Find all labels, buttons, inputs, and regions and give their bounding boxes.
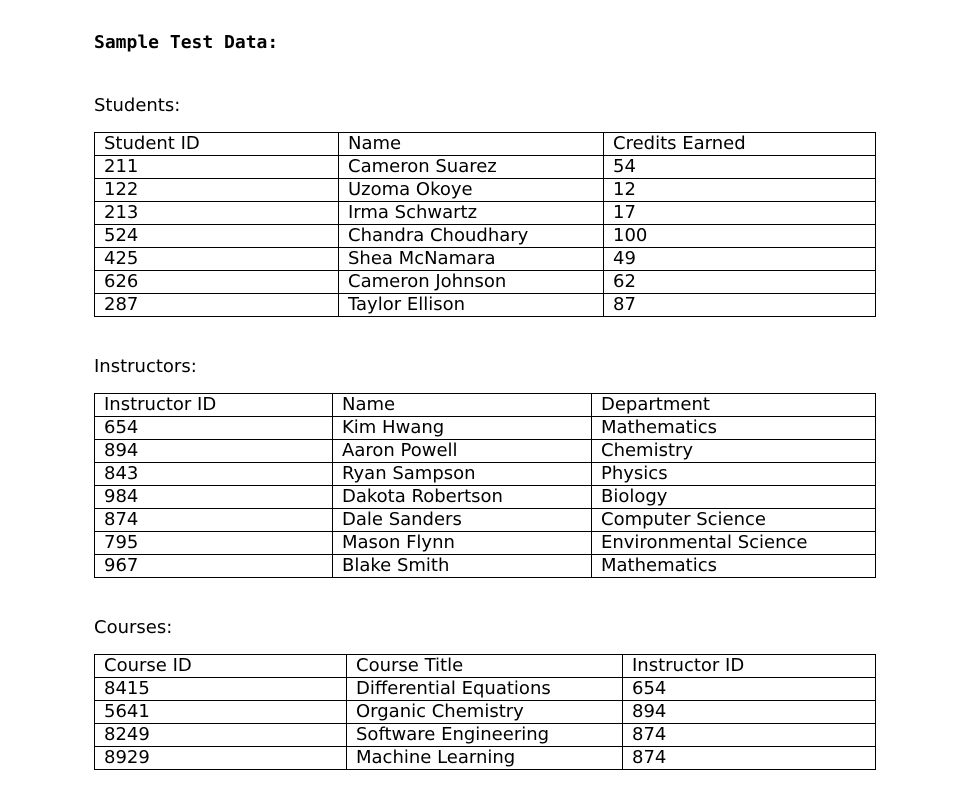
table-cell: Software Engineering xyxy=(347,724,623,747)
table-cell: 49 xyxy=(604,248,876,271)
table-row xyxy=(95,202,876,225)
courses-table-body xyxy=(95,655,876,770)
students-table xyxy=(94,132,876,317)
column-header: Course ID xyxy=(95,655,347,678)
table-cell: 100 xyxy=(604,225,876,248)
instructors-table-body xyxy=(95,394,876,578)
table-cell: Mathematics xyxy=(592,417,876,440)
table-cell: Physics xyxy=(592,463,876,486)
table-row xyxy=(95,532,876,555)
table-row xyxy=(95,248,876,271)
instructors-table xyxy=(94,393,876,578)
table-cell: Dale Sanders xyxy=(333,509,592,532)
table-row xyxy=(95,463,876,486)
table-row xyxy=(95,225,876,248)
table-cell: 984 xyxy=(95,486,333,509)
table-cell: Machine Learning xyxy=(347,747,623,770)
table-cell: 87 xyxy=(604,294,876,317)
students-header-row xyxy=(95,133,876,156)
table-cell: 874 xyxy=(623,724,876,747)
table-cell: 287 xyxy=(95,294,339,317)
table-cell: 425 xyxy=(95,248,339,271)
table-row xyxy=(95,417,876,440)
column-header: Instructor ID xyxy=(623,655,876,678)
column-header: Course Title xyxy=(347,655,623,678)
table-row xyxy=(95,701,876,724)
students-table-body xyxy=(95,133,876,317)
table-cell: 17 xyxy=(604,202,876,225)
table-cell: Uzoma Okoye xyxy=(339,179,604,202)
table-cell: Cameron Suarez xyxy=(339,156,604,179)
table-row xyxy=(95,271,876,294)
table-row xyxy=(95,179,876,202)
table-cell: 8929 xyxy=(95,747,347,770)
table-cell: Taylor Ellison xyxy=(339,294,604,317)
column-header: Credits Earned xyxy=(604,133,876,156)
table-row xyxy=(95,555,876,578)
table-cell: Aaron Powell xyxy=(333,440,592,463)
table-cell: 12 xyxy=(604,179,876,202)
students-label: Students: xyxy=(94,95,181,116)
table-cell: 524 xyxy=(95,225,339,248)
table-cell: 894 xyxy=(623,701,876,724)
table-cell: Blake Smith xyxy=(333,555,592,578)
table-cell: Ryan Sampson xyxy=(333,463,592,486)
column-header: Department xyxy=(592,394,876,417)
table-row xyxy=(95,294,876,317)
table-row xyxy=(95,747,876,770)
courses-header-row xyxy=(95,655,876,678)
table-cell: 54 xyxy=(604,156,876,179)
table-cell: 654 xyxy=(95,417,333,440)
table-row xyxy=(95,509,876,532)
column-header: Student ID xyxy=(95,133,339,156)
table-cell: Kim Hwang xyxy=(333,417,592,440)
table-cell: Organic Chemistry xyxy=(347,701,623,724)
table-row xyxy=(95,440,876,463)
table-cell: Mathematics xyxy=(592,555,876,578)
table-cell: 843 xyxy=(95,463,333,486)
table-cell: 5641 xyxy=(95,701,347,724)
table-cell: Dakota Robertson xyxy=(333,486,592,509)
table-cell: Computer Science xyxy=(592,509,876,532)
table-cell: Cameron Johnson xyxy=(339,271,604,294)
table-row xyxy=(95,156,876,179)
table-cell: Irma Schwartz xyxy=(339,202,604,225)
table-row xyxy=(95,678,876,701)
courses-label: Courses: xyxy=(94,617,173,638)
table-cell: Mason Flynn xyxy=(333,532,592,555)
table-cell: 874 xyxy=(95,509,333,532)
table-cell: 894 xyxy=(95,440,333,463)
table-cell: 874 xyxy=(623,747,876,770)
table-cell: 8415 xyxy=(95,678,347,701)
column-header: Name xyxy=(333,394,592,417)
table-cell: 967 xyxy=(95,555,333,578)
table-row xyxy=(95,724,876,747)
table-cell: Shea McNamara xyxy=(339,248,604,271)
instructors-label: Instructors: xyxy=(94,356,197,377)
column-header: Instructor ID xyxy=(95,394,333,417)
table-cell: 8249 xyxy=(95,724,347,747)
table-cell: 213 xyxy=(95,202,339,225)
table-cell: Chandra Choudhary xyxy=(339,225,604,248)
table-cell: Chemistry xyxy=(592,440,876,463)
table-cell: 626 xyxy=(95,271,339,294)
column-header: Name xyxy=(339,133,604,156)
table-cell: Differential Equations xyxy=(347,678,623,701)
table-cell: Biology xyxy=(592,486,876,509)
table-cell: 795 xyxy=(95,532,333,555)
table-row xyxy=(95,486,876,509)
table-cell: 211 xyxy=(95,156,339,179)
page-title: Sample Test Data: xyxy=(94,32,279,53)
table-cell: 654 xyxy=(623,678,876,701)
table-cell: 122 xyxy=(95,179,339,202)
table-cell: 62 xyxy=(604,271,876,294)
table-cell: Environmental Science xyxy=(592,532,876,555)
instructors-header-row xyxy=(95,394,876,417)
courses-table xyxy=(94,654,876,770)
